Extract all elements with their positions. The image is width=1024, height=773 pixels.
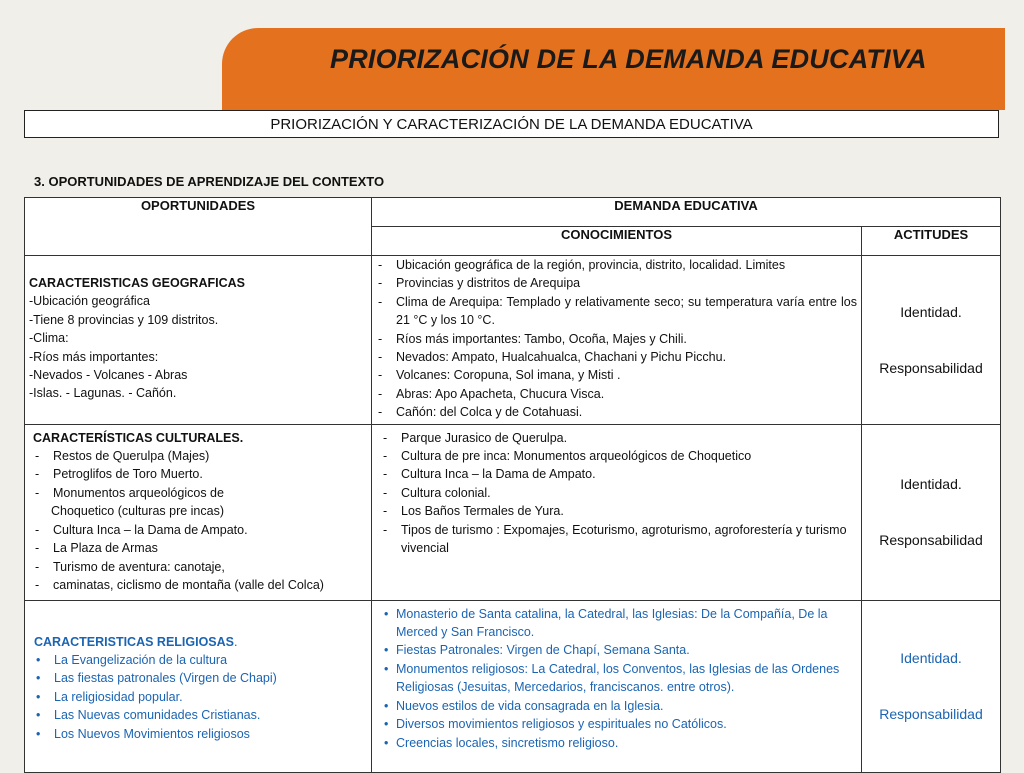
list-item: - Tipos de turismo : Expomajes, Ecoturismo, agroturismo, agroforestería y turismo vivencial <box>381 521 857 558</box>
list-item: • Monasterio de Santa catalina, la Catedral, las Iglesias: De la Compañía, De la Merced y San Francisco. <box>384 605 857 642</box>
oportunidad-cell <box>25 600 372 772</box>
list-item: • La Evangelización de la cultura <box>34 651 367 669</box>
list-item: • Creencias locales, sincretismo religioso. <box>384 734 857 752</box>
list-item: -Tiene 8 provincias y 109 distritos. <box>29 312 219 327</box>
list-item: - Petroglifos de Toro Muerto. <box>33 465 367 483</box>
list-item: -Islas. - Lagunas. - Cañón. <box>29 386 177 401</box>
list-item: -Nevados - Volcanes - Abras <box>29 368 188 383</box>
conocimientos-cell <box>372 256 862 425</box>
list-item: - Restos de Querulpa (Majes) <box>33 447 367 465</box>
list-item: - Volcanes: Coropuna, Sol imana, y Misti . <box>376 366 857 384</box>
list-item: • La religiosidad popular. <box>34 688 367 706</box>
table-row-religiosas <box>25 600 1001 772</box>
header-demanda: DEMANDA EDUCATIVA <box>372 198 1001 227</box>
table-row-geograficas <box>25 256 1001 425</box>
list-item: - Los Baños Termales de Yura. <box>381 502 857 520</box>
attitude-responsabilidad: Responsabilidad <box>879 359 983 376</box>
header-oportunidades: OPORTUNIDADES <box>25 198 372 256</box>
list-item: • Las Nuevas comunidades Cristianas. <box>34 706 367 724</box>
list-item: -Ríos más importantes: <box>29 349 159 364</box>
list-item: • Monumentos religiosos: La Catedral, los Conventos, las Iglesias de las Ordenes Religiosas (Jesuitas, Mercedarios, franciscanos. entre otros). <box>384 660 857 697</box>
row-title: CARACTERISTICAS GEOGRAFICAS <box>29 276 245 290</box>
list-item: - Provincias y distritos de Arequipa <box>376 274 857 292</box>
conocimientos-cell <box>372 600 862 772</box>
page-title: PRIORIZACIÓN DE LA DEMANDA EDUCATIVA <box>330 44 927 74</box>
table-row-culturales <box>25 424 1001 600</box>
list-item: - caminatas, ciclismo de montaña (valle del Colca) <box>33 576 367 594</box>
list-item: - Clima de Arequipa: Templado y relativamente seco; su temperatura varía entre los 21 °C y los 10 °C. <box>376 293 857 330</box>
actitudes-cell <box>862 424 1001 600</box>
list-item-continuation: Choquetico (culturas pre incas) <box>51 504 224 519</box>
list-item: • Fiestas Patronales: Virgen de Chapí, Semana Santa. <box>384 641 857 659</box>
list-item: - Cañón: del Colca y de Cotahuasi. <box>376 403 857 421</box>
list-item: - Monumentos arqueológicos de <box>33 484 367 502</box>
list-item: - Cultura de pre inca: Monumentos arqueológicos de Choquetico <box>381 447 857 465</box>
list-item: • Diversos movimientos religiosos y espirituales no Católicos. <box>384 715 857 733</box>
header-conocimientos: CONOCIMIENTOS <box>372 227 862 256</box>
subtitle-box <box>24 110 999 138</box>
list-item: - Ubicación geográfica de la región, provincia, distrito, localidad. Limites <box>376 256 857 274</box>
attitude-identidad: Identidad. <box>900 650 962 667</box>
row-title: CARACTERÍSTICAS CULTURALES. <box>33 430 244 445</box>
conocimientos-cell <box>372 424 862 600</box>
list-item: - Ríos más importantes: Tambo, Ocoña, Majes y Chili. <box>376 330 857 348</box>
actitudes-cell <box>862 600 1001 772</box>
section-title: 3. OPORTUNIDADES DE APRENDIZAJE DEL CONTEXTO <box>34 174 385 189</box>
actitudes-cell <box>862 256 1001 425</box>
row-title-suffix: . <box>234 634 238 649</box>
list-item: - Turismo de aventura: canotaje, <box>33 558 367 576</box>
list-item: - Cultura Inca – la Dama de Ampato. <box>33 521 367 539</box>
list-item: • Los Nuevos Movimientos religiosos <box>34 725 367 743</box>
list-item: -Ubicación geográfica <box>29 294 150 309</box>
list-item: - Cultura colonial. <box>381 484 857 502</box>
list-item: -Clima: <box>29 331 69 346</box>
oportunidad-cell <box>25 256 372 425</box>
attitude-responsabilidad: Responsabilidad <box>879 532 983 549</box>
list-item: - Nevados: Ampato, Hualcahualca, Chachani y Pichu Picchu. <box>376 348 857 366</box>
attitude-identidad: Identidad. <box>900 303 962 320</box>
demand-table <box>24 197 1001 773</box>
oportunidad-cell <box>25 424 372 600</box>
list-item: - La Plaza de Armas <box>33 539 367 557</box>
subtitle-text: PRIORIZACIÓN Y CARACTERIZACIÓN DE LA DEMANDA EDUCATIVA <box>270 115 753 133</box>
header-actitudes: ACTITUDES <box>862 227 1001 256</box>
attitude-responsabilidad: Responsabilidad <box>879 706 983 723</box>
list-item: - Cultura Inca – la Dama de Ampato. <box>381 465 857 483</box>
attitude-identidad: Identidad. <box>900 476 962 493</box>
row-title: CARACTERISTICAS RELIGIOSAS <box>34 634 235 649</box>
list-item: • Nuevos estilos de vida consagrada en la Iglesia. <box>384 697 857 715</box>
list-item: - Parque Jurasico de Querulpa. <box>381 429 857 447</box>
list-item: - Abras: Apo Apacheta, Chucura Visca. <box>376 385 857 403</box>
list-item: • Las fiestas patronales (Virgen de Chapi) <box>34 669 367 687</box>
